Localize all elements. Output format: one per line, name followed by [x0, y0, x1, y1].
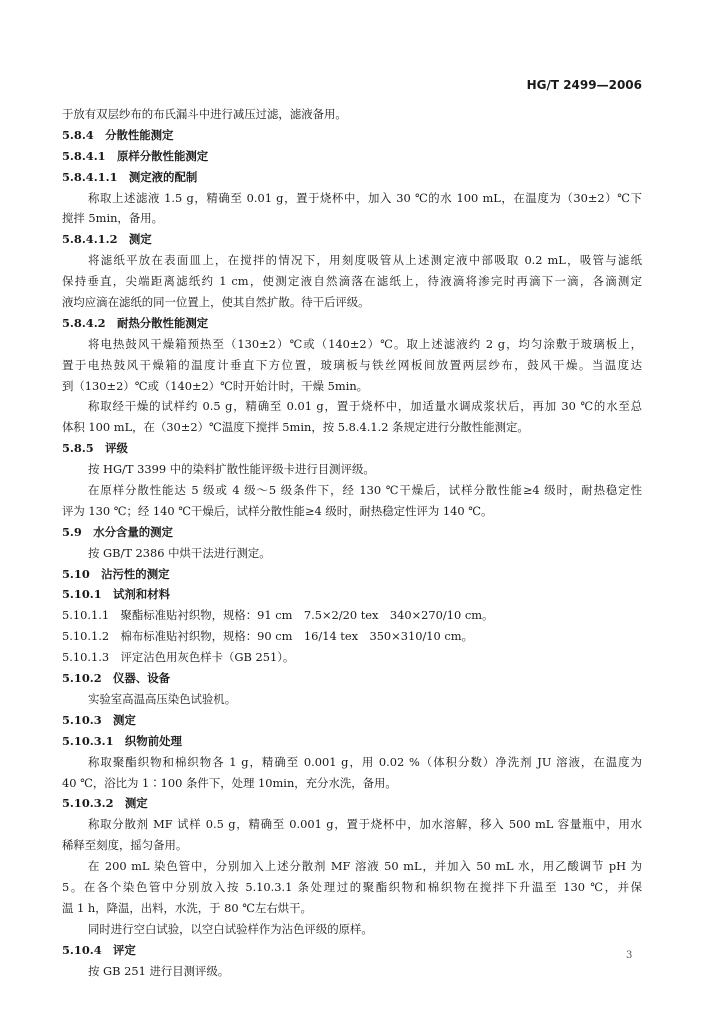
paragraph-line: 按 HG/T 3399 中的染料扩散性能评级卡进行目测评级。 — [88, 462, 375, 477]
paragraph-line: 于放有双层纱布的布氏漏斗中进行减压过滤，滤液备用。 — [62, 107, 347, 121]
paragraph-line: 按 GB/T 2386 中烘干法进行测定。 — [88, 545, 271, 560]
paragraph-line: 按 GB 251 进行目测评级。 — [88, 963, 230, 978]
paragraph-line: 液均应滴在滤纸的同一位置上，使其自然扩散。待干后评级。 — [62, 295, 370, 310]
page-number: 3 — [626, 950, 633, 961]
paragraph-line: 5.10.1.2 棉布标准贴衬织物，规格：90 cm 16/14 tex 350×310/10 cm。 — [62, 629, 473, 644]
section-heading: 5.8.4.1.1 测定液的配制 — [62, 169, 198, 184]
section-heading: 5.10.3.1 织物前处理 — [62, 733, 182, 748]
paragraph-line: 称取上述滤液 1.5 g，精确至 0.01 g，置于烧杯中，加入 30 ℃的水 100 mL，在温度为（30±2）℃下 — [88, 190, 642, 205]
section-heading: 5.8.5 评级 — [62, 441, 128, 456]
section-heading: 5.10.1 试剂和材料 — [62, 587, 170, 602]
paragraph-line: 称取聚酯织物和棉织物各 1 g，精确至 0.001 g，用 0.02 %（体积分数）净洗剂 JU 溶液，在温度为 — [88, 754, 642, 769]
section-heading: 5.8.4.1.2 测定 — [62, 232, 152, 247]
paragraph-line: 体积 100 mL，在（30±2）℃温度下搅拌 5min，按 5.8.4.1.2 条规定进行分散性能测定。 — [62, 420, 529, 435]
section-heading: 5.8.4.2 耐热分散性能测定 — [62, 315, 209, 330]
paragraph-line: 5.10.1.1 聚酯标准贴衬织物，规格：91 cm 7.5×2/20 tex 340×270/10 cm。 — [62, 608, 494, 623]
paragraph-line: 同时进行空白试验，以空白试验样作为沾色评级的原样。 — [88, 921, 373, 936]
section-heading: 5.9 水分含量的测定 — [62, 524, 173, 539]
paragraph-line: 将电热鼓风干燥箱预热至（130±2）℃或（140±2）℃。取上述滤液约 2 g，均匀涂敷于玻璃板上， — [88, 336, 642, 351]
paragraph-line: 搅拌 5min，备用。 — [62, 211, 163, 226]
paragraph-line: 到（130±2）℃或（140±2）℃时开始计时，干燥 5min。 — [62, 378, 369, 393]
paragraph-line: 5。在各个染色管中分别放入按 5.10.3.1 条处理过的聚酯织物和棉织物在搅拌下升温至 130 ℃，并保 — [62, 879, 642, 894]
section-heading: 5.10.3.2 测定 — [62, 796, 148, 811]
paragraph-line: 5.10.1.3 评定沾色用灰色样卡（GB 251）。 — [62, 650, 295, 665]
section-heading: 5.8.4 分散性能测定 — [62, 127, 174, 142]
section-heading: 5.8.4.1 原样分散性能测定 — [62, 148, 209, 163]
paragraph-line: 评为 130 ℃；经 140 ℃干燥后，试样分散性能≥4 级时，耐热稳定性评为 140 ℃。 — [62, 503, 493, 518]
paragraph-line: 保持垂直，尖端距离滤纸约 1 cm，使测定液自然滴落在滤纸上，待液滴将渗完时再滴下一滴，各滴测定 — [62, 274, 642, 289]
section-heading: 5.10.4 评定 — [62, 942, 136, 957]
document-body — [62, 104, 642, 981]
paragraph-line: 在原样分散性能达 5 级或 4 级～5 级条件下，经 130 ℃干燥后，试样分散性能≥4 级时，耐热稳定性 — [88, 483, 642, 498]
paragraph-line: 将滤纸平放在表面皿上，在搅拌的情况下，用刻度吸管从上述测定液中部吸取 0.2 mL，吸管与滤纸 — [88, 253, 642, 268]
paragraph-line: 温 1 h，降温，出料，水洗，于 80 ℃左右烘干。 — [62, 900, 312, 915]
section-heading: 5.10.3 测定 — [62, 712, 136, 727]
standard-code-header: HG/T 2499—2006 — [526, 78, 642, 92]
section-heading: 5.10 沾污性的测定 — [62, 566, 170, 581]
paragraph-line: 实验室高温高压染色试验机。 — [88, 691, 237, 706]
section-heading: 5.10.2 仪器、设备 — [62, 671, 170, 686]
paragraph-line: 称取经干燥的试样约 0.5 g，精确至 0.01 g，置于烧杯中，加适量水调成浆状后，再加 30 ℃的水至总 — [88, 399, 642, 414]
paragraph-line: 稀释至刻度，摇匀备用。 — [62, 838, 188, 853]
paragraph-line: 称取分散剂 MF 试样 0.5 g，精确至 0.001 g，置于烧杯中，加水溶解，移入 500 mL 容量瓶中，用水 — [88, 817, 642, 832]
paragraph-line: 置于电热鼓风干燥箱的温度计垂直下方位置，玻璃板与铁丝网板间放置两层纱布，鼓风干燥。当温度达 — [62, 357, 642, 372]
paragraph-line: 在 200 mL 染色管中，分别加入上述分散剂 MF 溶液 50 mL，并加入 50 mL 水，用乙酸调节 pH 为 — [88, 859, 642, 874]
paragraph-line: 40 ℃，浴比为 1∶100 条件下，处理 10min，充分水洗，备用。 — [62, 775, 397, 790]
